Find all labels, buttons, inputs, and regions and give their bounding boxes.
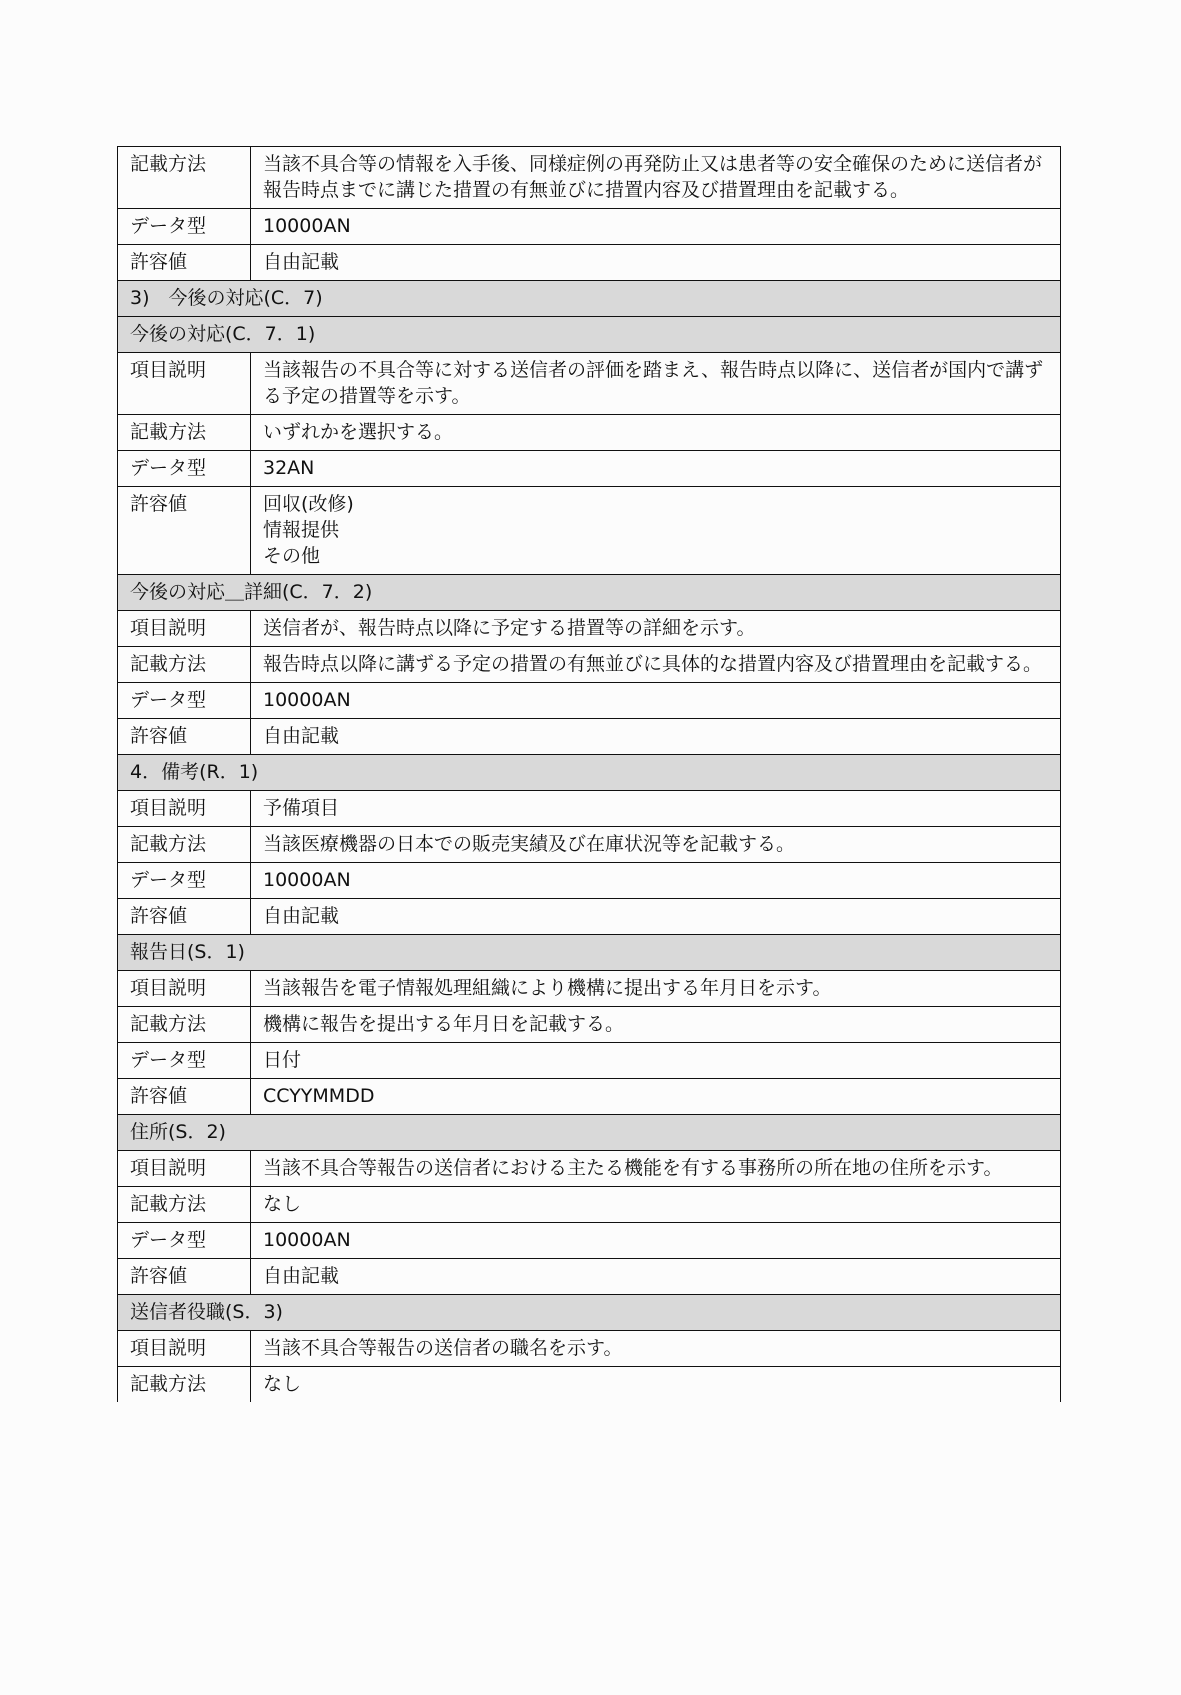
table-row bbox=[118, 415, 1061, 451]
row-label: データ型 bbox=[118, 1043, 251, 1079]
table-row bbox=[118, 209, 1061, 245]
table-row bbox=[118, 827, 1061, 863]
row-value: 自由記載 bbox=[251, 719, 1061, 755]
section-header bbox=[118, 755, 1061, 791]
row-label: 記載方法 bbox=[118, 147, 251, 209]
row-value: 当該不具合等報告の送信者の職名を示す。 bbox=[251, 1331, 1061, 1367]
row-value: 報告時点以降に講ずる予定の措置の有無並びに具体的な措置内容及び措置理由を記載する。 bbox=[251, 647, 1061, 683]
table-row bbox=[118, 719, 1061, 755]
row-label: 許容値 bbox=[118, 1079, 251, 1115]
option-item: 回収(改修) bbox=[263, 493, 354, 515]
section-header bbox=[118, 281, 1061, 317]
row-label: 許容値 bbox=[118, 719, 251, 755]
row-value: なし bbox=[251, 1367, 1061, 1403]
option-item: 情報提供 bbox=[263, 519, 340, 541]
row-value: CCYYMMDD bbox=[251, 1079, 1061, 1115]
section-title: 報告日(S．1) bbox=[118, 935, 1061, 971]
row-label: 項目説明 bbox=[118, 971, 251, 1007]
row-value: 自由記載 bbox=[251, 899, 1061, 935]
table-row bbox=[118, 1007, 1061, 1043]
row-label: データ型 bbox=[118, 209, 251, 245]
row-label: 記載方法 bbox=[118, 1007, 251, 1043]
row-label: 項目説明 bbox=[118, 353, 251, 415]
row-label: 許容値 bbox=[118, 487, 251, 575]
table-row bbox=[118, 487, 1061, 575]
table-row bbox=[118, 245, 1061, 281]
table-row bbox=[118, 971, 1061, 1007]
table-row bbox=[118, 647, 1061, 683]
table-row bbox=[118, 791, 1061, 827]
row-value: 機構に報告を提出する年月日を記載する。 bbox=[251, 1007, 1061, 1043]
table-row bbox=[118, 1223, 1061, 1259]
section-header bbox=[118, 317, 1061, 353]
table-row bbox=[118, 863, 1061, 899]
row-label: 記載方法 bbox=[118, 1367, 251, 1403]
row-value: なし bbox=[251, 1187, 1061, 1223]
table-row bbox=[118, 683, 1061, 719]
table-row bbox=[118, 1043, 1061, 1079]
table-row bbox=[118, 899, 1061, 935]
row-label: 記載方法 bbox=[118, 415, 251, 451]
row-value: 当該不具合等の情報を入手後、同様症例の再発防止又は患者等の安全確保のために送信者が報告時点までに講じた措置の有無並びに措置内容及び措置理由を記載する。 bbox=[251, 147, 1061, 209]
row-label: 許容値 bbox=[118, 899, 251, 935]
row-label: 許容値 bbox=[118, 245, 251, 281]
row-label: 項目説明 bbox=[118, 1151, 251, 1187]
table-row bbox=[118, 1079, 1061, 1115]
row-value: 自由記載 bbox=[251, 245, 1061, 281]
section-header bbox=[118, 1295, 1061, 1331]
row-value: いずれかを選択する。 bbox=[251, 415, 1061, 451]
row-value: 予備項目 bbox=[251, 791, 1061, 827]
row-value: 32AN bbox=[251, 451, 1061, 487]
table-row bbox=[118, 611, 1061, 647]
section-header bbox=[118, 1115, 1061, 1151]
row-label: データ型 bbox=[118, 451, 251, 487]
row-value: 当該報告を電子情報処理組織により機構に提出する年月日を示す。 bbox=[251, 971, 1061, 1007]
row-label: 記載方法 bbox=[118, 647, 251, 683]
row-value: 10000AN bbox=[251, 863, 1061, 899]
row-value-options bbox=[251, 487, 1061, 575]
table-row bbox=[118, 1187, 1061, 1223]
row-value: 当該不具合等報告の送信者における主たる機能を有する事務所の所在地の住所を示す。 bbox=[251, 1151, 1061, 1187]
row-label: 項目説明 bbox=[118, 791, 251, 827]
table-row bbox=[118, 353, 1061, 415]
section-header bbox=[118, 575, 1061, 611]
spec-table bbox=[117, 146, 1061, 1402]
section-title: 3) 今後の対応(C．7) bbox=[118, 281, 1061, 317]
table-row bbox=[118, 451, 1061, 487]
row-value: 10000AN bbox=[251, 683, 1061, 719]
row-label: 許容値 bbox=[118, 1259, 251, 1295]
row-label: 記載方法 bbox=[118, 1187, 251, 1223]
row-value: 日付 bbox=[251, 1043, 1061, 1079]
row-label: データ型 bbox=[118, 863, 251, 899]
section-title: 住所(S．2) bbox=[118, 1115, 1061, 1151]
row-label: 項目説明 bbox=[118, 1331, 251, 1367]
row-value: 10000AN bbox=[251, 209, 1061, 245]
table-row bbox=[118, 1331, 1061, 1367]
row-label: 項目説明 bbox=[118, 611, 251, 647]
row-value: 当該報告の不具合等に対する送信者の評価を踏まえ、報告時点以降に、送信者が国内で講ずる予定の措置等を示す。 bbox=[251, 353, 1061, 415]
table-row bbox=[118, 147, 1061, 209]
table-row bbox=[118, 1367, 1061, 1403]
option-item: その他 bbox=[263, 545, 321, 567]
row-value: 当該医療機器の日本での販売実績及び在庫状況等を記載する。 bbox=[251, 827, 1061, 863]
row-value: 自由記載 bbox=[251, 1259, 1061, 1295]
table-row bbox=[118, 1151, 1061, 1187]
section-title: 4．備考(R．1) bbox=[118, 755, 1061, 791]
section-title: 今後の対応(C．7．1) bbox=[118, 317, 1061, 353]
row-value: 送信者が、報告時点以降に予定する措置等の詳細を示す。 bbox=[251, 611, 1061, 647]
row-value: 10000AN bbox=[251, 1223, 1061, 1259]
section-title: 今後の対応＿詳細(C．7．2) bbox=[118, 575, 1061, 611]
row-label: データ型 bbox=[118, 683, 251, 719]
row-label: データ型 bbox=[118, 1223, 251, 1259]
table-row bbox=[118, 1259, 1061, 1295]
section-title: 送信者役職(S．3) bbox=[118, 1295, 1061, 1331]
row-label: 記載方法 bbox=[118, 827, 251, 863]
section-header bbox=[118, 935, 1061, 971]
